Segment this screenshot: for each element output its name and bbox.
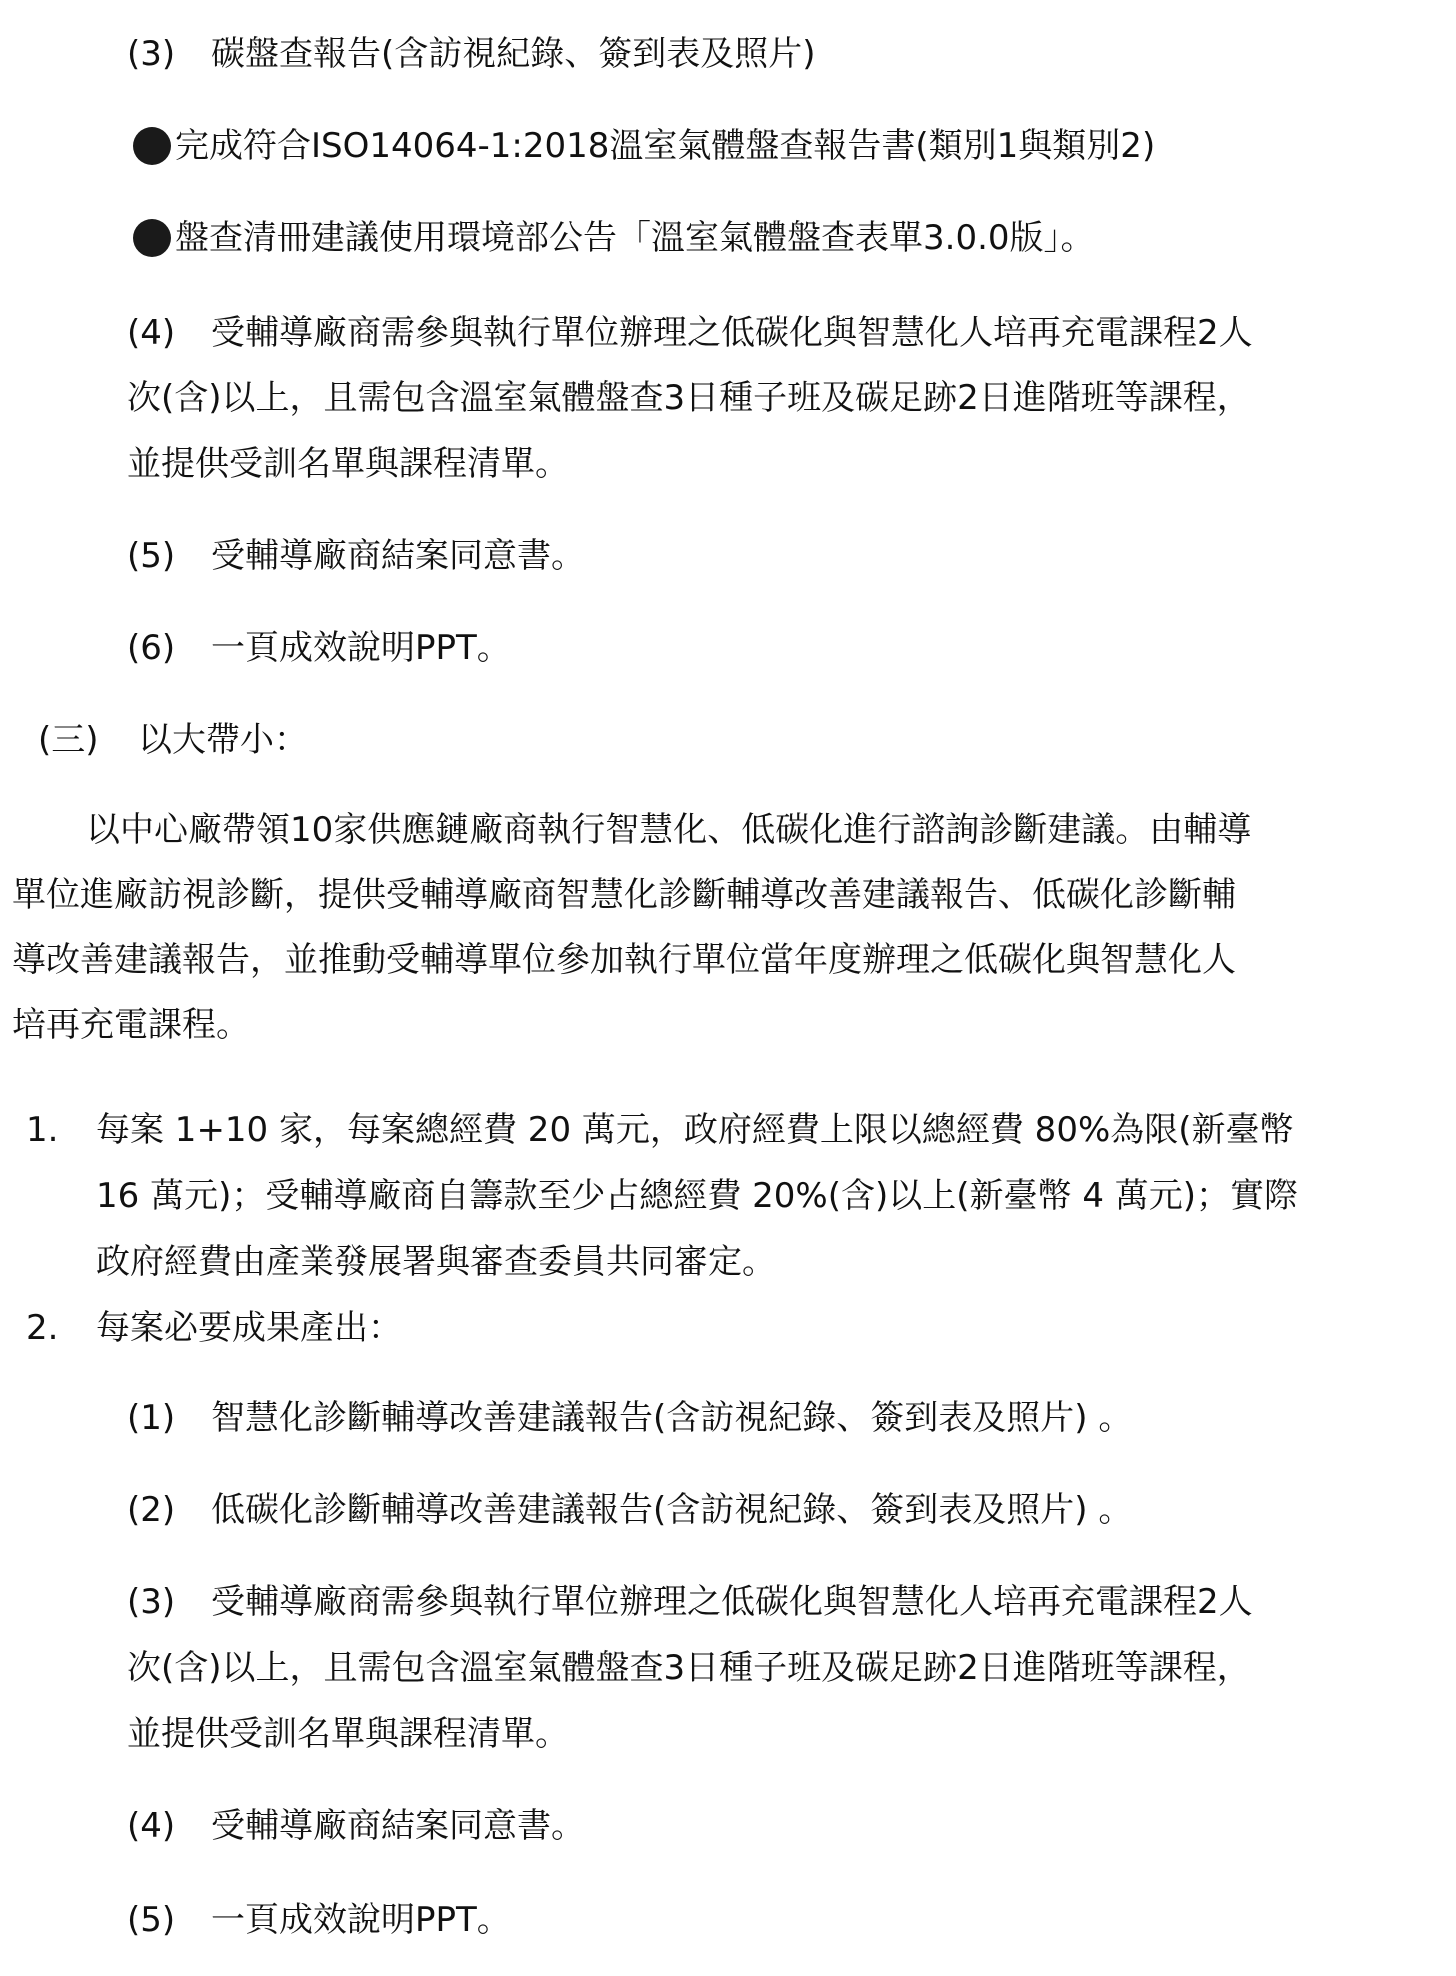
item-4-line-2 [127,376,1251,420]
item-4-line-3 [127,442,569,486]
section-3-paragraph-line-1 [86,808,1251,852]
item-text: 並提供受訓名單與課程清單。 [127,1714,569,1754]
section-3-paragraph-line-2 [12,873,1236,917]
item-text: 低碳化診斷輔導改善建議報告(含訪視紀錄、簽到表及照片) 。 [211,1490,1133,1530]
item-number: (3) [127,34,176,74]
item-text: 受輔導廠商結案同意書。 [211,1806,585,1846]
item-text: 受輔導廠商需參與執行單位辦理之低碳化與智慧化人培再充電課程2人 [211,1582,1253,1622]
paragraph-text: 培再充電課程。 [12,1005,250,1045]
item-number: (5) [127,1900,176,1940]
section-3-paragraph-line-3 [12,938,1236,982]
list-item-1-line-1 [26,1108,1294,1152]
list-number: 2. [26,1308,59,1348]
list-text: 政府經費由產業發展署與審查委員共同審定。 [96,1242,776,1282]
sub-item-5-line [127,1898,511,1942]
bullet-text: 完成符合ISO14064-1:2018溫室氣體盤查報告書(類別1與類別2) [175,126,1156,166]
sub-item-2-line [127,1488,1132,1532]
item-text: 並提供受訓名單與課程清單。 [127,444,569,484]
bullet-circle-icon [133,219,171,257]
sub-item-1-line [127,1396,1132,1440]
item-6-line [127,626,511,670]
item-number: (2) [127,1490,176,1530]
item-number: (4) [127,1806,176,1846]
item-text: 次(含)以上，且需包含溫室氣體盤查3日種子班及碳足跡2日進階班等課程， [127,378,1251,418]
paragraph-text: 導改善建議報告，並推動受輔導單位參加執行單位當年度辦理之低碳化與智慧化人 [12,940,1236,980]
list-text: 每案必要成果產出： [96,1308,402,1348]
sub-item-3-line-3 [127,1712,569,1756]
sub-item-3-line-1 [127,1580,1253,1624]
item-5-line [127,534,585,578]
bullet-line-1 [133,124,1155,168]
paragraph-text: 單位進廠訪視診斷，提供受輔導廠商智慧化診斷輔導改善建議報告、低碳化診斷輔 [12,875,1236,915]
list-item-2-line [26,1306,402,1350]
list-text: 16 萬元)；受輔導廠商自籌款至少占總經費 20%(含)以上(新臺幣 4 萬元)；實際 [96,1176,1299,1216]
paragraph-text: 以中心廠帶領10家供應鏈廠商執行智慧化、低碳化進行諮詢診斷建議。由輔導 [86,810,1252,850]
item-number: (1) [127,1398,176,1438]
item-number: (3) [127,1582,176,1622]
list-text: 每案 1+10 家，每案總經費 20 萬元，政府經費上限以總經費 80%為限(新臺幣 [96,1110,1294,1150]
item-text: 一頁成效說明PPT。 [211,628,511,668]
item-number: (6) [127,628,176,668]
section-number: (三) [38,720,99,760]
item-text: 一頁成效說明PPT。 [211,1900,511,1940]
item-text: 碳盤查報告(含訪視紀錄、簽到表及照片) [211,34,816,74]
section-3-heading [38,718,308,762]
sub-item-3-line-2 [127,1646,1251,1690]
item-text: 受輔導廠商需參與執行單位辦理之低碳化與智慧化人培再充電課程2人 [211,313,1253,353]
item-3-line [127,32,816,76]
sub-item-4-line [127,1804,585,1848]
item-4-line-1 [127,311,1253,355]
list-item-1-line-2 [96,1174,1298,1218]
list-number: 1. [26,1110,59,1150]
item-text: 次(含)以上，且需包含溫室氣體盤查3日種子班及碳足跡2日進階班等課程， [127,1648,1251,1688]
bullet-line-2 [133,216,1095,260]
bullet-text: 盤查清冊建議使用環境部公告「溫室氣體盤查表單3.0.0版」。 [175,218,1095,258]
item-number: (4) [127,313,176,353]
item-text: 智慧化診斷輔導改善建議報告(含訪視紀錄、簽到表及照片) 。 [211,1398,1133,1438]
section-title: 以大帶小： [138,720,308,760]
bullet-circle-icon [133,127,171,165]
section-3-paragraph-line-4 [12,1003,250,1047]
item-number: (5) [127,536,176,576]
list-item-1-line-3 [96,1240,776,1284]
item-text: 受輔導廠商結案同意書。 [211,536,585,576]
